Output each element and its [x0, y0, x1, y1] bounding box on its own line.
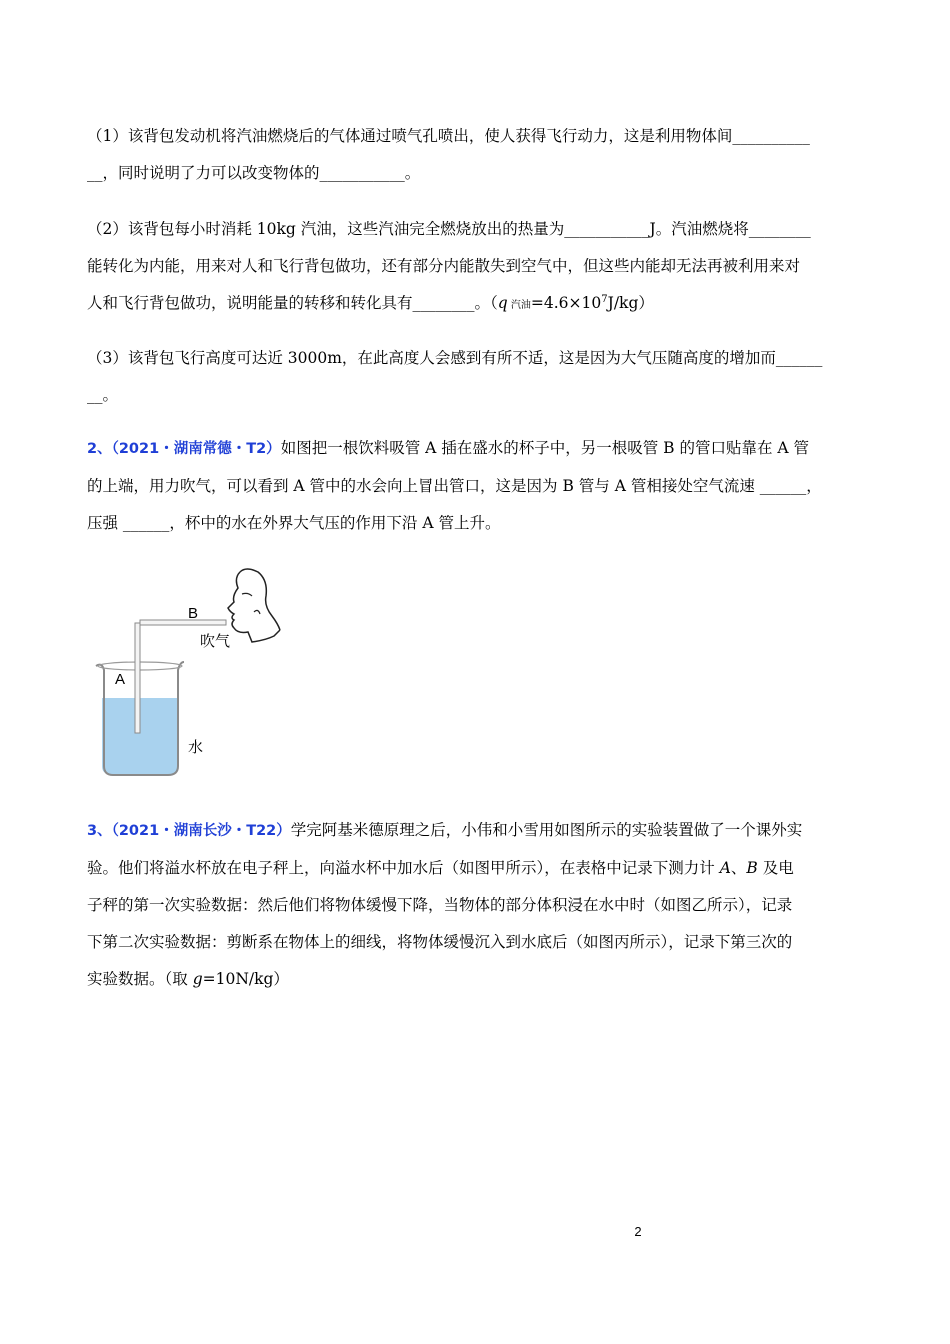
heat-unit: J/kg）	[607, 294, 654, 312]
q2-text	[87, 430, 857, 542]
q1-part1-line1: （1）该背包发动机将汽油燃烧后的气体通过喷气孔喷出，使人获得飞行动力，这是利用物体间__________	[87, 127, 810, 145]
q2-figure	[88, 562, 298, 782]
eye	[242, 593, 252, 596]
q3-line1: 学完阿基米德原理之后，小伟和小雪用如图所示的实验装置做了一个课外实	[290, 821, 803, 839]
q3-g-symbol: g	[192, 970, 203, 988]
page-number: 2	[634, 1224, 642, 1239]
straw-beaker-diagram	[88, 562, 298, 782]
q2-line2: 的上端，用力吹气，可以看到 A 管中的水会向上冒出管口，这是因为 B 管与 A 管相接处空气流速 ______，	[87, 477, 822, 495]
q3-line4: 下第二次实验数据：剪断系在物体上的细线，将物体缓慢沉入到水底后（如图丙所示），记录下第三次的	[87, 933, 793, 951]
q3-line5: 实验数据。（取	[87, 970, 193, 988]
q3-line2-end: 及电	[757, 859, 794, 877]
q3-line5-end: =10N/kg）	[202, 970, 289, 988]
q1-part3	[87, 340, 857, 414]
q1-part2-line3: 人和飞行背包做功，说明能量的转移和转化具有________。（	[87, 294, 498, 312]
label-water: 水	[188, 739, 204, 756]
q3-meter-a: A	[719, 859, 731, 877]
q1-part2	[87, 211, 857, 324]
q1-part1	[87, 118, 857, 192]
tube-b	[140, 620, 226, 625]
q-symbol: q	[497, 294, 508, 312]
q3-text	[87, 812, 857, 998]
q2-line3: 压强 ______，杯中的水在外界大气压的作用下沿 A 管上升。	[87, 514, 501, 532]
q1-part2-line1: （2）该背包每小时消耗 10kg 汽油，这些汽油完全燃烧放出的热量为___________J。汽油燃烧将________	[87, 220, 811, 238]
label-blow: 吹气	[200, 633, 231, 650]
q1-part2-line2: 能转化为内能，用来对人和飞行背包做功，还有部分内能散失到空气中，但这些内能却无法再被利用来对	[87, 257, 801, 275]
heat-value: =4.6×10	[530, 294, 602, 312]
q2-heading: 2、（2021・湖南常德・T2）	[87, 441, 281, 457]
ear	[254, 610, 260, 614]
q1-part1-line2: __，同时说明了力可以改变物体的___________。	[87, 164, 421, 182]
label-a: A	[115, 671, 126, 688]
q-subscript: 汽油	[507, 300, 531, 311]
tube-a	[135, 623, 140, 733]
heat-exponent: 7	[601, 293, 608, 305]
q3-meter-b: B	[746, 859, 758, 877]
q3-line3: 子秤的第一次实验数据：然后他们将物体缓慢下降，当物体的部分体积浸在水中时（如图乙所示），记录	[87, 896, 793, 914]
q3-line2: 验。他们将溢水杯放在电子秤上，向溢水杯中加水后（如图甲所示），在表格中记录下测力计	[87, 859, 720, 877]
q3-heading: 3、（2021・湖南长沙・T22）	[87, 823, 291, 839]
face-profile	[228, 572, 280, 642]
label-b: B	[188, 605, 199, 622]
q2-line1: 如图把一根饮料吸管 A 插在盛水的杯子中，另一根吸管 B 的管口贴靠在 A 管	[280, 439, 810, 457]
q3-separator: 、	[730, 859, 747, 877]
head-outline	[240, 569, 280, 630]
q1-part3-line2: __。	[87, 386, 119, 404]
q1-part3-line1: （3）该背包飞行高度可达近 3000m，在此高度人会感到有所不适，这是因为大气压随高度的增加而______	[87, 349, 823, 367]
